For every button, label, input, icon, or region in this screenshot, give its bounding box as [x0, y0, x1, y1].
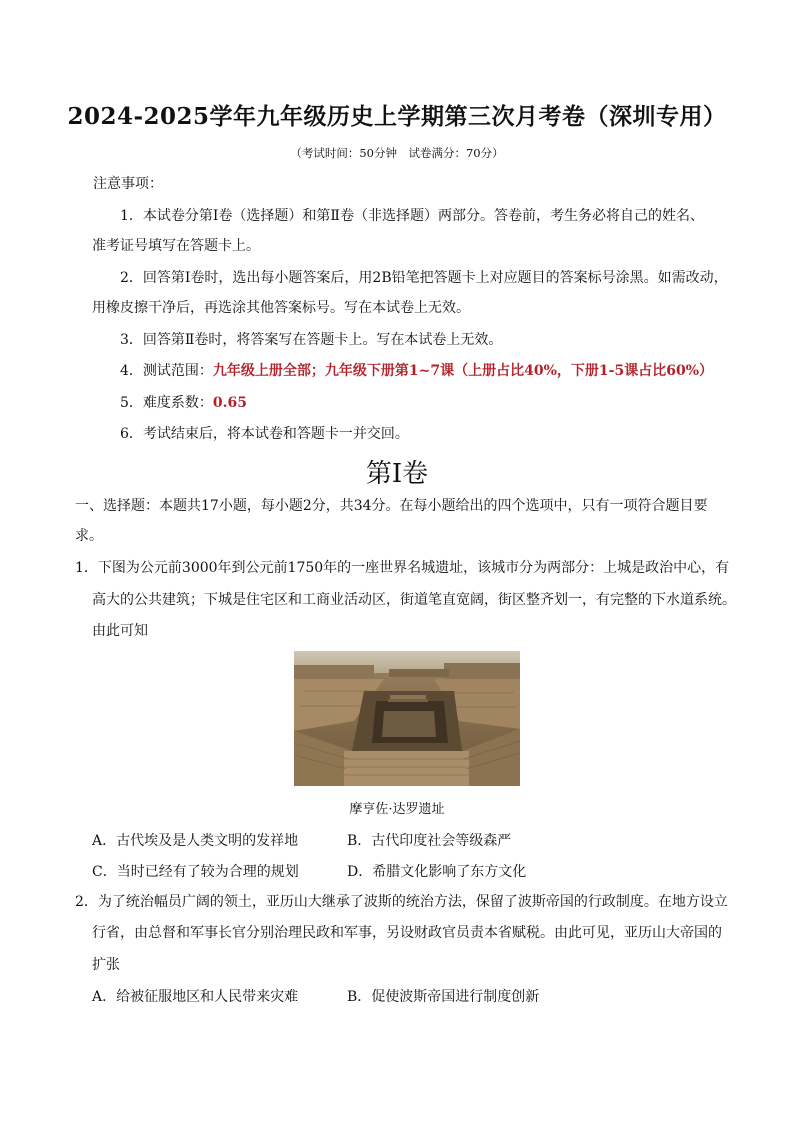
mohenjo-daro-ruins-photo [294, 651, 520, 786]
note-5 [120, 393, 247, 413]
note-5-label: 5．难度系数： [120, 395, 213, 411]
note-4-label: 4．测试范围： [120, 363, 213, 379]
exam-time-info: （考试时间：50分钟 试卷满分：70分） [290, 146, 504, 160]
question-2-line-2: 行省，由总督和军事长官分别治理民政和军事，另设财政官员责本省赋税。由此可见，亚历山大帝国的 [92, 925, 722, 941]
question-1-option-b[interactable]: B．古代印度社会等级森严 [347, 833, 512, 849]
photo-caption: 摩亨佐·达罗遗址 [349, 802, 445, 817]
question-2-option-a[interactable]: A．给被征服地区和人民带来灾难 [92, 989, 299, 1005]
note-5-difficulty: 0.65 [212, 395, 248, 411]
question-1-option-d[interactable]: D．希腊文化影响了东方文化 [347, 864, 527, 880]
note-4 [120, 361, 713, 381]
note-2-line-2: 用橡皮擦干净后，再选涂其他答案标号。写在本试卷上无效。 [92, 300, 470, 316]
question-2-line-1: 2．为了统治幅员广阔的领土，亚历山大继承了波斯的统治方法，保留了波斯帝国的行政制度。在地方设立 [75, 894, 728, 910]
question-2-option-b[interactable]: B．促使波斯帝国进行制度创新 [347, 989, 540, 1005]
question-1-option-a[interactable]: A．古代埃及是人类文明的发祥地 [92, 833, 299, 849]
note-1-line-2: 准考证号填写在答题卡上。 [92, 238, 260, 254]
question-1-line-2: 高大的公共建筑；下城是住宅区和工商业活动区，街道笔直宽阔，街区整齐划一，有完整的下水道系统。 [92, 592, 736, 608]
note-1-line-1: 1．本试卷分第Ⅰ卷（选择题）和第Ⅱ卷（非选择题）两部分。答卷前，考生务必将自己的姓名、 [120, 208, 704, 224]
question-2-line-3: 扩张 [92, 957, 120, 973]
note-3: 3．回答第Ⅱ卷时，将答案写在答题卡上。写在本试卷上无效。 [120, 332, 503, 348]
question-1-option-c[interactable]: C．当时已经有了较为合理的规划 [92, 864, 299, 880]
note-6: 6．考试结束后，将本试卷和答题卡一并交回。 [120, 426, 409, 442]
section-instruction-line-2: 求。 [75, 528, 103, 544]
section-title: 第Ⅰ卷 [365, 459, 429, 489]
note-2-line-1: 2．回答第Ⅰ卷时，选出每小题答案后，用2B铅笔把答题卡上对应题目的答案标号涂黑。如需改动， [120, 270, 728, 286]
notes-heading: 注意事项： [93, 176, 163, 192]
section-instruction-line-1: 一、选择题：本题共17小题，每小题2分，共34分。在每小题给出的四个选项中，只有一项符合题目要 [75, 498, 708, 514]
page-title: 2024-2025学年九年级历史上学期第三次月考卷（深圳专用） [67, 103, 727, 130]
note-4-test-scope: 九年级上册全部；九年级下册第1~7课（上册占比40%，下册1-5课占比60%） [212, 363, 713, 379]
question-1-line-3: 由此可知 [92, 623, 148, 639]
question-1-line-1: 1．下图为公元前3000年到公元前1750年的一座世界名城遗址，该城市分为两部分：上城是政治中心，有 [75, 560, 730, 576]
